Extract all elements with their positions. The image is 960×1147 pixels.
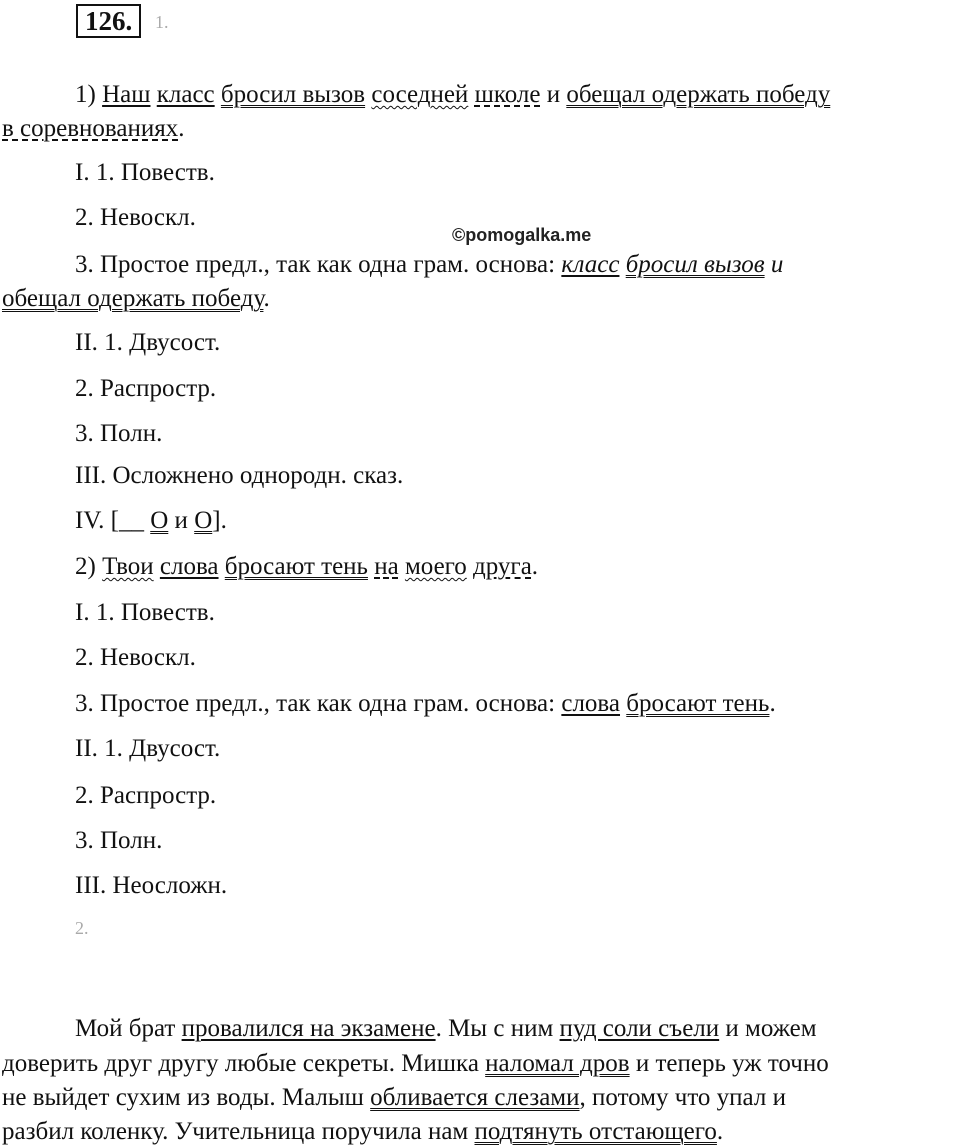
predicate: бросают тень <box>626 690 770 717</box>
idiom: пуд соли съели <box>559 1015 720 1042</box>
analysis-line: 2. Невоскл. <box>75 644 196 671</box>
object: друга <box>473 553 532 580</box>
analysis-line: 3. Полн. <box>75 420 163 447</box>
watermark: ©pomogalka.me <box>452 225 592 245</box>
analysis-line: 2. Распростр. <box>75 782 217 809</box>
part-1-label: 1. <box>155 12 169 32</box>
text-line-2: доверить друг другу любые секреты. Мишка наломал дров и теперь уж точно <box>2 1050 829 1077</box>
analysis-line: I. 1. Повеств. <box>75 599 215 626</box>
attribute: соседней <box>371 81 469 108</box>
attribute: Твои <box>102 553 154 580</box>
predicate: бросают тень <box>224 553 368 580</box>
analysis-line: II. 1. Двусост. <box>75 329 221 356</box>
predicate: бросил вызов <box>220 81 366 108</box>
subject: слова <box>561 690 621 717</box>
object: школе <box>474 81 541 108</box>
text-line-1: Мой брат провалился на экзамене. Мы с ним пуд соли съели и можем <box>75 1015 817 1042</box>
idiom: подтянуть отстающего <box>474 1118 717 1145</box>
predicate: бросил вызов <box>625 251 765 278</box>
analysis-line: III. Осложнено однородн. сказ. <box>75 462 404 489</box>
object: на <box>374 553 399 580</box>
analysis-line: 2. Невоскл. <box>75 204 196 231</box>
text-line-3: не выйдет сухим из воды. Малыш обливается слезами, потому что упал и <box>2 1084 786 1111</box>
scheme-line: IV. [__ О и О]. <box>75 507 227 534</box>
idiom: наломал дров <box>485 1050 630 1077</box>
word: Наш <box>102 81 151 108</box>
analysis-line: 3. Простое предл., так как одна грам. основа: слова бросают тень. <box>75 690 776 717</box>
sentence-2: 2) Твои слова бросают тень на моего друга. <box>75 553 539 580</box>
subject: класс <box>156 81 215 108</box>
predicate: обещал одержать победу <box>566 81 831 108</box>
predicate: обещал одержать победу <box>2 285 264 312</box>
object: в соревнованиях <box>2 115 179 142</box>
analysis-line: II. 1. Двусост. <box>75 735 221 762</box>
analysis-line: I. 1. Повеств. <box>75 159 215 186</box>
idiom: провалился на экзамене <box>181 1015 436 1042</box>
sentence-1-line-2: в соревнованиях. <box>2 115 185 142</box>
sentence-1-line-1: 1) Наш класс бросил вызов соседней школе и обещал одержать победу <box>75 81 831 108</box>
idiom: обливается слезами <box>370 1084 580 1111</box>
analysis-line: обещал одержать победу. <box>2 285 270 312</box>
subject: слова <box>159 553 219 580</box>
part-2-label: 2. <box>75 918 89 938</box>
task-number: 126. <box>76 4 141 38</box>
analysis-line: 3. Полн. <box>75 827 163 854</box>
subject: класс <box>561 251 620 278</box>
analysis-line: 2. Распростр. <box>75 375 217 402</box>
text-line-4: разбил коленку. Учительница поручила нам подтянуть отстающего. <box>2 1118 724 1145</box>
attribute: моего <box>404 553 467 580</box>
analysis-line: 3. Простое предл., так как одна грам. основа: класс бросил вызов и <box>75 251 784 278</box>
analysis-line: III. Неосложн. <box>75 872 228 899</box>
